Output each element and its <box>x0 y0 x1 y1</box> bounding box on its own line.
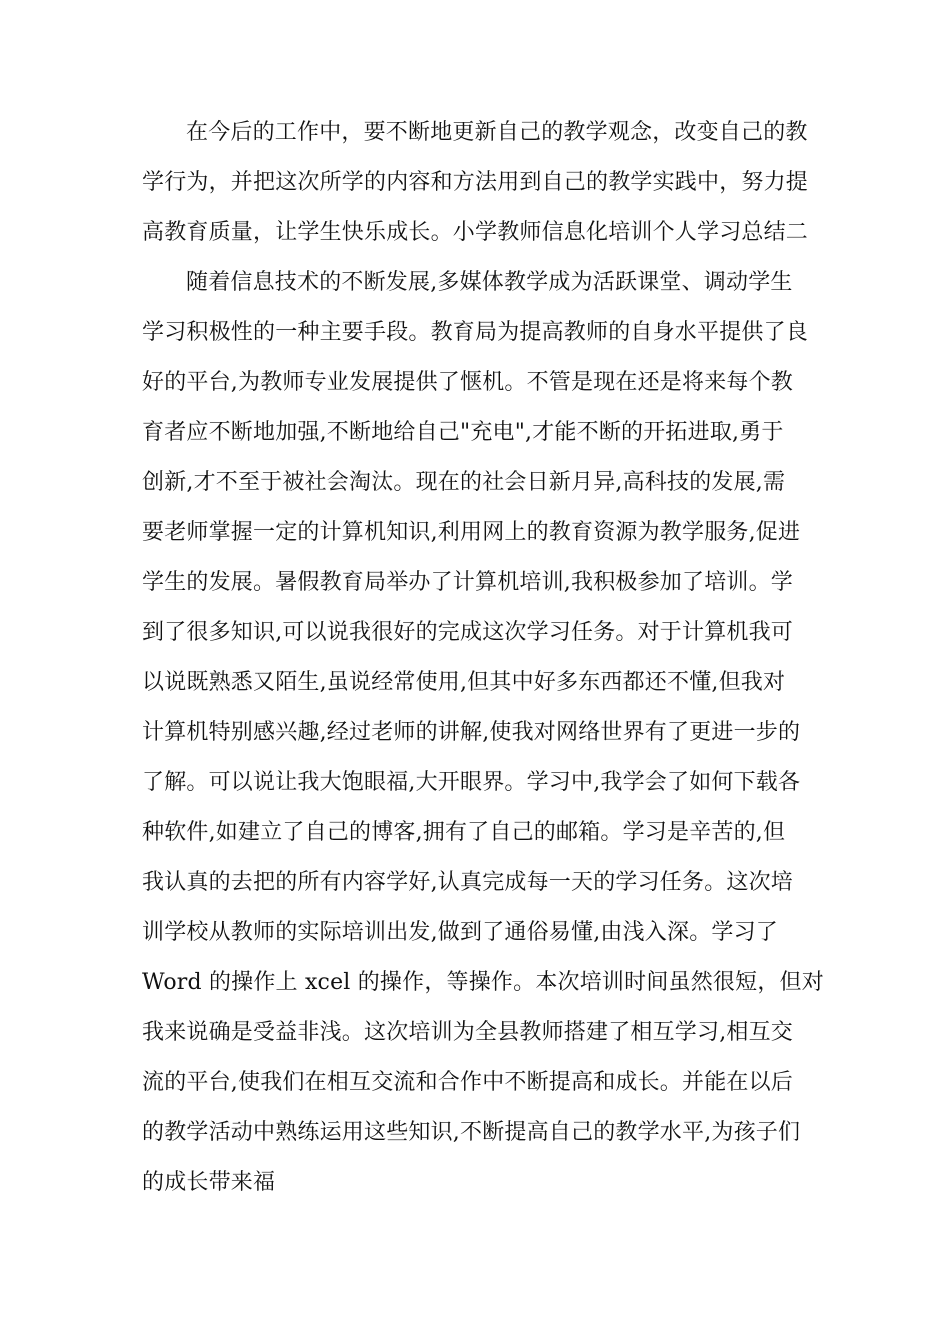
paragraph-line: 到了很多知识,可以说我很好的完成这次学习任务。对于计算机我可 <box>142 620 793 645</box>
paragraph-line: 我来说确是受益非浅。这次培训为全县教师搭建了相互学习,相互交 <box>142 1020 793 1045</box>
paragraph-line: 高教育质量，让学生快乐成长。小学教师信息化培训个人学习总结二 <box>142 220 809 245</box>
paragraph-1 <box>142 108 822 258</box>
paragraph-line: 育者应不断地加强,不断地给自己"充电",才能不断的开拓进取,勇于 <box>142 420 784 445</box>
paragraph-line: 学生的发展。暑假教育局举办了计算机培训,我积极参加了培训。学 <box>142 570 793 595</box>
paragraph-line: 好的平台,为教师专业发展提供了惬机。不管是现在还是将来每个教 <box>142 370 793 395</box>
paragraph-line: 种软件,如建立了自己的博客,拥有了自己的邮箱。学习是辛苦的,但 <box>142 820 786 845</box>
paragraph-line: 的教学活动中熟练运用这些知识,不断提高自己的教学水平,为孩子们 <box>142 1120 801 1145</box>
paragraph-line: 的成长带来福 <box>142 1170 276 1195</box>
paragraph-line: 在今后的工作中，要不断地更新自己的教学观念，改变自己的教 <box>186 120 808 145</box>
paragraph-line: 以说既熟悉又陌生,虽说经常使用,但其中好多东西都还不懂,但我对 <box>142 670 786 695</box>
paragraph-line: 流的平台,使我们在相互交流和合作中不断提高和成长。并能在以后 <box>142 1070 793 1095</box>
paragraph-line: 学行为，并把这次所学的内容和方法用到自己的教学实践中，努力提 <box>142 170 809 195</box>
paragraph-line: 创新,才不至于被社会淘汰。现在的社会日新月异,高科技的发展,需 <box>142 470 786 495</box>
paragraph-line: 训学校从教师的实际培训出发,做到了通俗易懂,由浅入深。学习了 <box>142 920 778 945</box>
paragraph-line: Word 的操作上 xcel 的操作，等操作。本次培训时间虽然很短，但对 <box>142 970 824 995</box>
paragraph-line: 计算机特别感兴趣,经过老师的讲解,使我对网络世界有了更进一步的 <box>142 720 801 745</box>
paragraph-line: 随着信息技术的不断发展,多媒体教学成为活跃课堂、调动学生 <box>186 270 793 295</box>
paragraph-2 <box>142 258 822 1208</box>
paragraph-line: 要老师掌握一定的计算机知识,利用网上的教育资源为教学服务,促进 <box>142 520 801 545</box>
paragraph-line: 我认真的去把的所有内容学好,认真完成每一天的学习任务。这次培 <box>142 870 793 895</box>
paragraph-line: 了解。可以说让我大饱眼福,大开眼界。学习中,我学会了如何下载各 <box>142 770 801 795</box>
paragraph-line: 学习积极性的一种主要手段。教育局为提高教师的自身水平提供了良 <box>142 320 809 345</box>
